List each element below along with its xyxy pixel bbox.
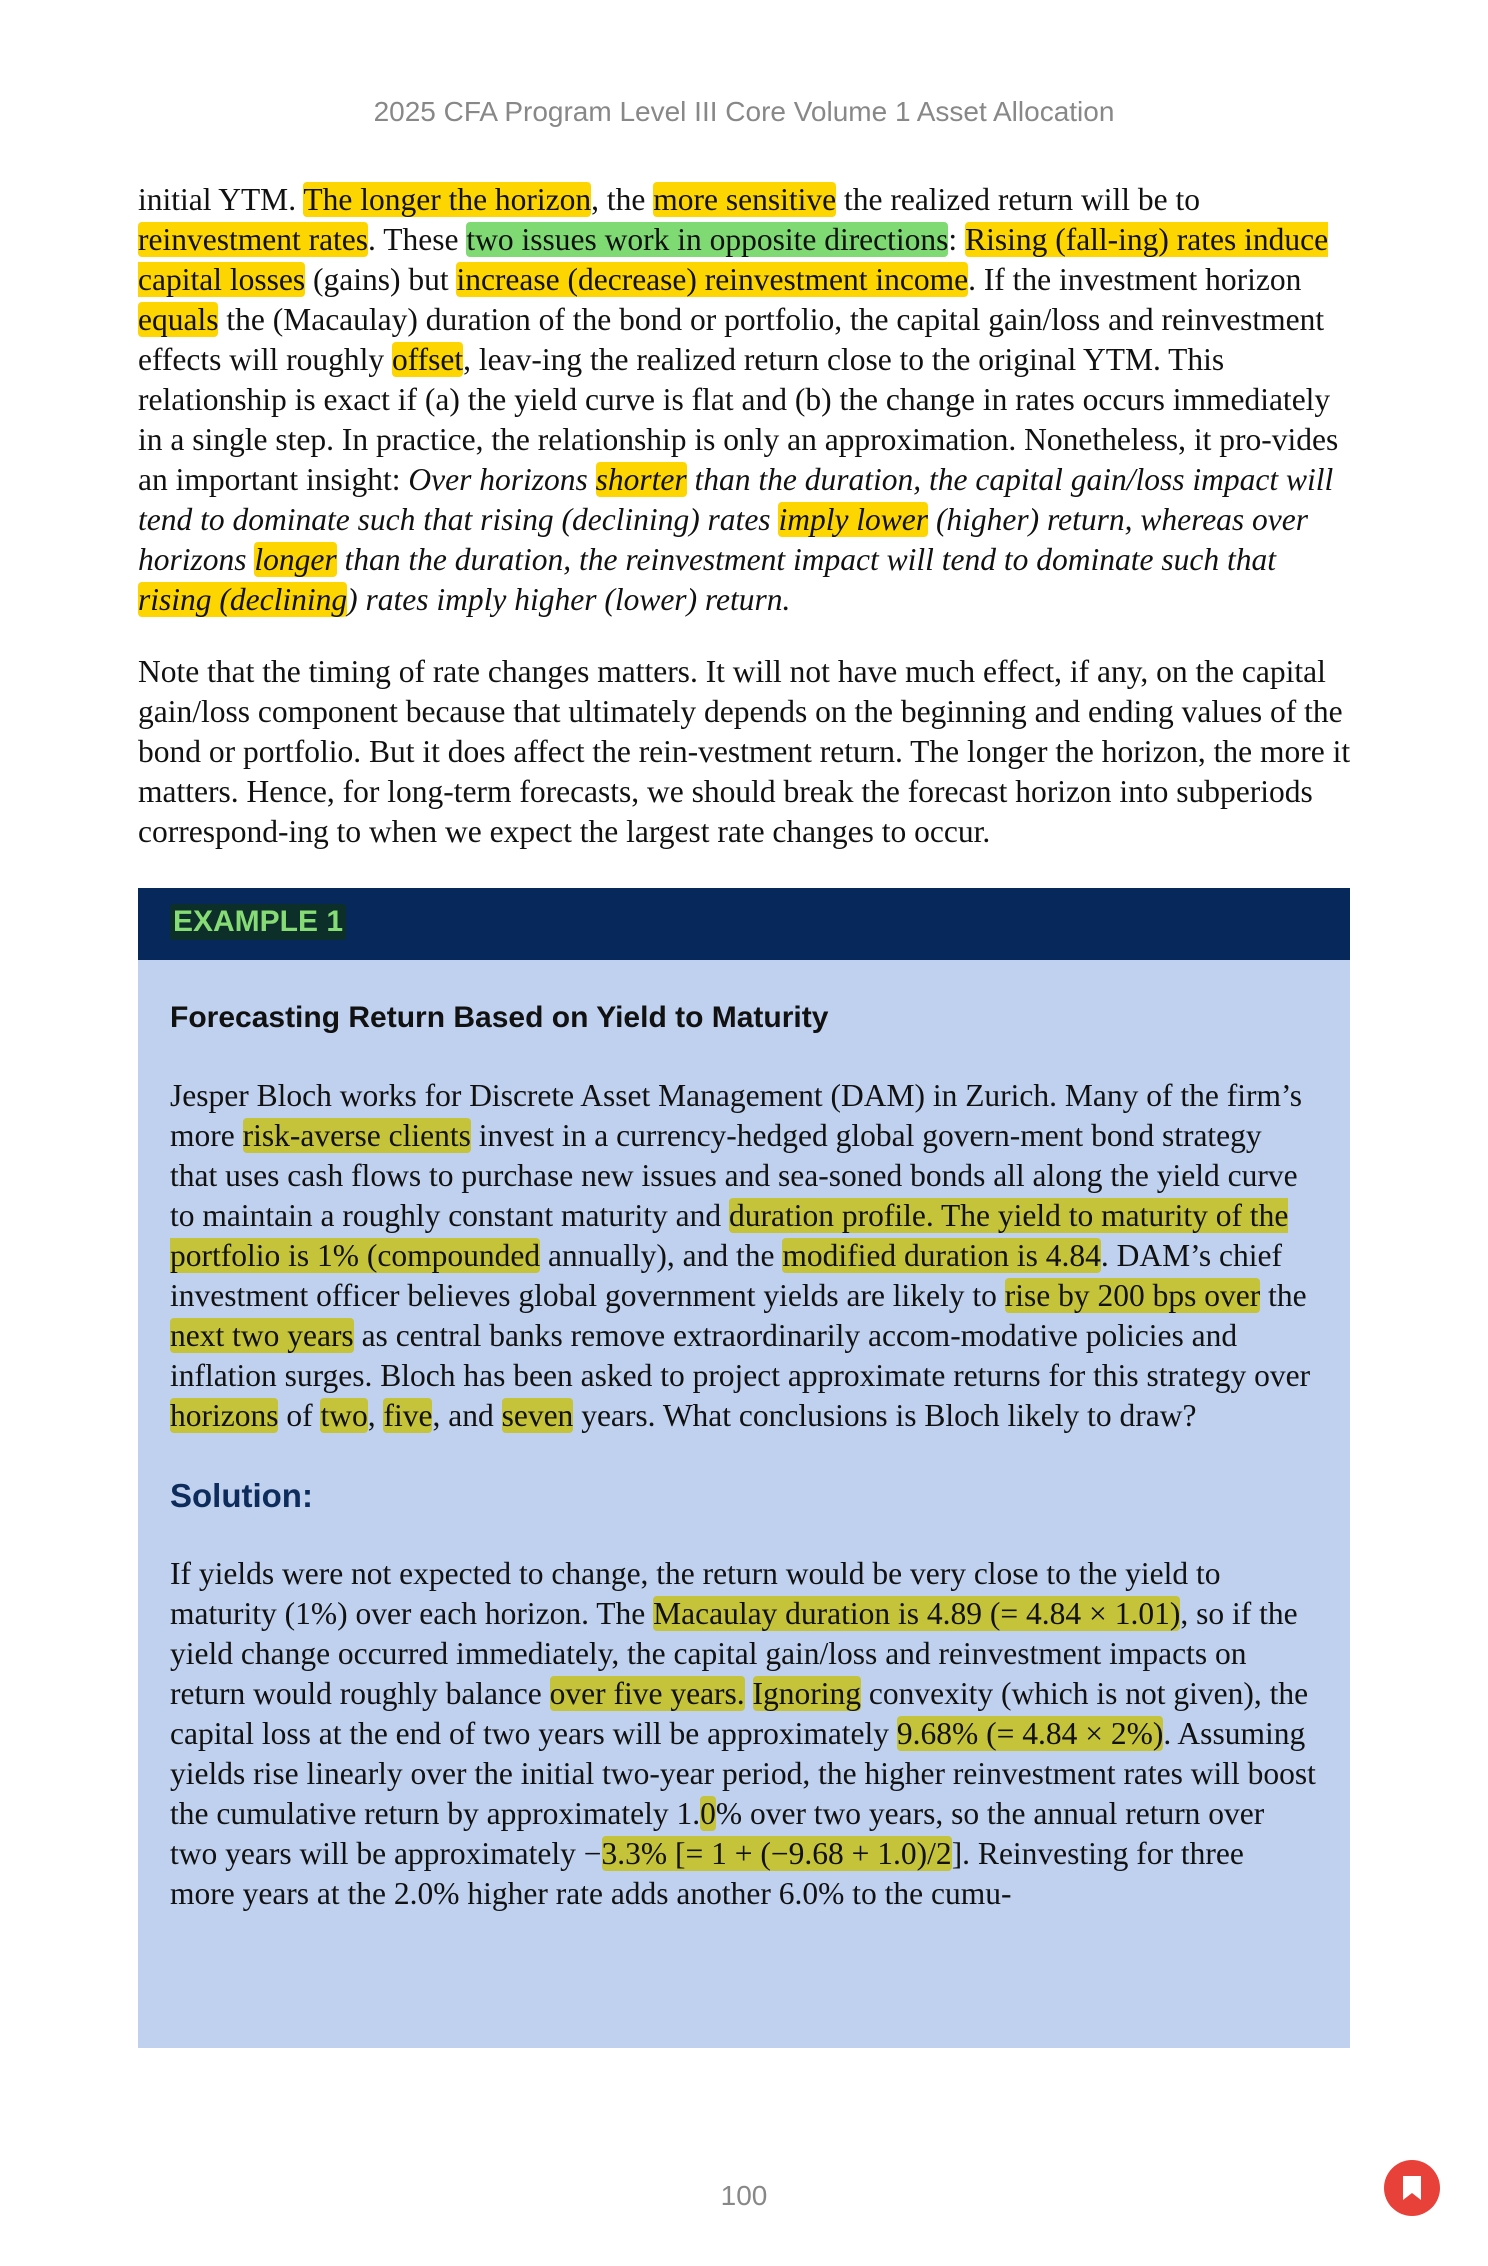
text-run: , so if the yield change occurred immediately, the capital gain/loss and reinvestment impacts on return would roughly balance <box>170 1596 1298 1711</box>
paragraph-1 <box>138 180 1352 620</box>
highlight-green[interactable]: two issues work in opposite directions <box>466 222 949 257</box>
text-run: , the <box>591 182 654 217</box>
highlight[interactable]: equals <box>138 302 219 337</box>
example-body <box>138 960 1350 1914</box>
highlight[interactable]: rise by 200 bps over <box>1004 1278 1261 1313</box>
highlight[interactable]: offset <box>391 342 464 377</box>
highlight[interactable]: horizons <box>170 1398 279 1433</box>
page-number: 100 <box>720 2180 768 2211</box>
text-run: the <box>1260 1278 1307 1313</box>
text-run: , and <box>432 1398 502 1433</box>
example-header <box>138 888 1350 960</box>
bookmark-button[interactable] <box>1384 2160 1440 2216</box>
text-run: ) rates imply higher (lower) return. <box>347 582 791 617</box>
highlight[interactable]: 3.3% [= 1 + (−9.68 + 1.0)/2 <box>601 1836 952 1871</box>
text-run: than the duration, the capital gain/loss impact will tend to dominate such that rising (declining) rates <box>138 462 1334 537</box>
example-title: Forecasting Return Based on Yield to Maturity <box>170 1001 829 1034</box>
highlight[interactable]: The longer the horizon <box>303 182 592 217</box>
text-run: of <box>278 1398 321 1433</box>
example-box <box>138 888 1350 2048</box>
text-run: invest in a currency-hedged global govern-ment bond strategy that uses cash flows to purchase new issues and sea-soned bonds all along the yield curve to maintain a roughly constant maturity and <box>170 1118 1298 1233</box>
highlight[interactable]: Ignoring <box>752 1676 862 1711</box>
text-run: Jesper Bloch works for Discrete Asset Management (DAM) in Zurich. Many of the firm’s more <box>170 1078 1302 1153</box>
highlight[interactable]: increase (decrease) reinvestment income <box>456 262 969 297</box>
example-solution <box>170 1554 1316 1914</box>
text-run <box>745 1676 753 1711</box>
highlight[interactable]: rising (declining <box>138 582 348 617</box>
text-run: the (Macaulay) duration of the bond or portfolio, the capital gain/loss and reinvestment effects will roughly <box>138 302 1325 377</box>
highlight[interactable]: imply lower <box>778 502 929 537</box>
text-run: , <box>367 1398 384 1433</box>
text-run: years. What conclusions is Bloch likely to draw? <box>573 1398 1197 1433</box>
paragraph-2: Note that the timing of rate changes matters. It will not have much effect, if any, on the capital gain/loss component because that ultimately depends on the beginning and ending values of the bond or portfolio. But it does affect the rein-vestment return. The longer the horizon, the more it matters. Hence, for long-term forecasts, we should break the forecast horizon into subperiods correspond-ing to when we expect the largest rate changes to occur. <box>138 654 1351 849</box>
text-run: (gains) but <box>305 262 457 297</box>
highlight[interactable]: Rising (fall-ing) rates induce capital losses <box>138 222 1329 297</box>
text-run: initial YTM. <box>138 182 304 217</box>
text-run: , leav-ing the realized return close to the original YTM. This relationship is exact if (a) the yield curve is flat and (b) the change in rates occurs immediately in a single step. In practice, the relationship is only an approximation. Nonetheless, it pro-vides an important insight: <box>138 342 1339 497</box>
text-run: as central banks remove extraordinarily accom-modative policies and inflation surges. Bloch has been asked to project approximate returns for this strategy over <box>170 1318 1311 1393</box>
text-run: annually), and the <box>540 1238 783 1273</box>
text-run: Over horizons <box>408 462 596 497</box>
highlight[interactable]: 0 <box>700 1796 716 1831</box>
highlight[interactable]: longer <box>254 542 337 577</box>
highlight[interactable]: next two years <box>170 1318 354 1353</box>
highlight[interactable]: 9.68% (= 4.84 × 2%) <box>896 1716 1164 1751</box>
bookmark-icon <box>1400 2174 1424 2202</box>
text-run: . If the investment horizon <box>968 262 1302 297</box>
text-run: % over two years, so the annual return over two years will be approximately − <box>170 1796 1265 1871</box>
highlight[interactable]: Macaulay duration is 4.89 (= 4.84 × 1.01) <box>653 1596 1181 1631</box>
highlight[interactable]: more sensitive <box>653 182 837 217</box>
page-content <box>138 180 1352 2048</box>
example-label: EXAMPLE 1 <box>170 904 346 940</box>
example-question <box>170 1076 1316 1436</box>
text-run: . Assuming yields rise linearly over the initial two-year period, the higher reinvestment rates will boost the cumulative return by approximately 1. <box>170 1716 1316 1831</box>
text-run: the realized return will be to <box>836 182 1200 217</box>
highlight[interactable]: reinvestment rates <box>138 222 369 257</box>
text-run: than the duration, the reinvestment impact will tend to dominate such that <box>336 542 1276 577</box>
highlight[interactable]: five <box>383 1398 433 1433</box>
text-run: . These <box>368 222 467 257</box>
text-run: If yields were not expected to change, the return would be very close to the yield to maturity (1%) over each horizon. The <box>170 1556 1221 1631</box>
text-run: (higher) return, whereas over horizons <box>138 502 1309 577</box>
highlight[interactable]: two <box>320 1398 368 1433</box>
highlight[interactable]: duration profile. The yield to maturity of the portfolio is 1% (compounded <box>170 1198 1289 1273</box>
highlight[interactable]: shorter <box>595 462 687 497</box>
text-run: . DAM’s chief investment officer believes global government yields are likely to <box>170 1238 1282 1313</box>
highlight[interactable]: risk-averse clients <box>242 1118 471 1153</box>
text-run: ]. Reinvesting for three more years at the 2.0% higher rate adds another 6.0% to the cumu- <box>170 1836 1244 1911</box>
book-title: 2025 CFA Program Level III Core Volume 1 Asset Allocation <box>373 96 1115 127</box>
text-run: convexity (which is not given), the capital loss at the end of two years will be approximately <box>170 1676 1309 1751</box>
highlight[interactable]: modified duration is 4.84 <box>782 1238 1101 1273</box>
highlight[interactable]: seven <box>501 1398 574 1433</box>
text-run: : <box>948 222 966 257</box>
solution-heading: Solution: <box>170 1477 313 1514</box>
highlight[interactable]: over five years. <box>549 1676 745 1711</box>
